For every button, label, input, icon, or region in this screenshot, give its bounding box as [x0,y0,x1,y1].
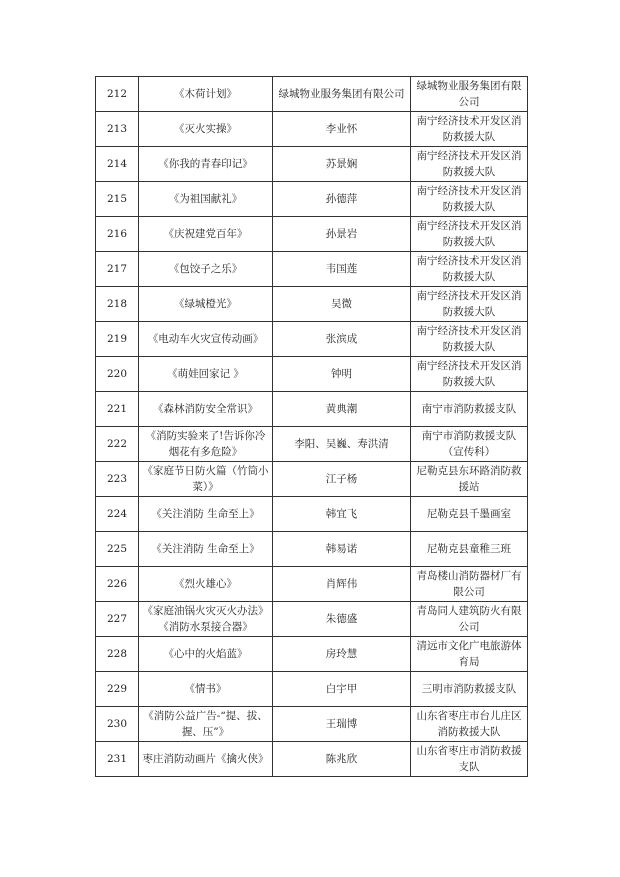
organization-cell: 南宁经济技术开发区消防救援大队 [411,147,528,182]
table-row [96,532,528,567]
work-title-cell: 《消防公益广告-“提、拔、握、压”》 [139,707,273,742]
table-row [96,77,528,112]
author-name-cell: 钟明 [273,357,411,392]
row-number-cell: 221 [96,392,139,427]
organization-cell: 南宁经济技术开发区消防救援大队 [411,357,528,392]
organization-cell: 三明市消防救援支队 [411,672,528,707]
organization-cell: 山东省枣庄市台儿庄区消防救援大队 [411,707,528,742]
work-title-cell: 《关注消防 生命至上》 [139,532,273,567]
work-title-cell: 《电动车火灾宣传动画》 [139,322,273,357]
author-name-cell: 黄典潮 [273,392,411,427]
row-number-cell: 223 [96,462,139,497]
row-number-cell: 214 [96,147,139,182]
work-title-cell: 《消防实验来了!告诉你冷烟花有多危险》 [139,427,273,462]
row-number-cell: 219 [96,322,139,357]
author-name-cell: 陈兆欣 [273,742,411,777]
table-row [96,497,528,532]
work-title-cell: 《心中的火焰蓝》 [139,637,273,672]
author-name-cell: 韦国莲 [273,252,411,287]
work-title-cell: 《家庭油锅火灾灭火办法》《消防水泵接合器》 [139,602,273,637]
author-name-cell: 韩易诺 [273,532,411,567]
row-number-cell: 218 [96,287,139,322]
table-row [96,287,528,322]
organization-cell: 南宁经济技术开发区消防救援大队 [411,112,528,147]
table-row [96,742,528,777]
author-name-cell: 江子杨 [273,462,411,497]
organization-cell: 清远市文化广电旅游体育局 [411,637,528,672]
row-number-cell: 213 [96,112,139,147]
organization-cell: 南宁经济技术开发区消防救援大队 [411,182,528,217]
row-number-cell: 225 [96,532,139,567]
work-title-cell: 《灭火实操》 [139,112,273,147]
row-number-cell: 231 [96,742,139,777]
author-name-cell: 韩宜飞 [273,497,411,532]
work-title-cell: 《庆祝建党百年》 [139,217,273,252]
work-title-cell: 《森林消防安全常识》 [139,392,273,427]
organization-cell: 尼勒克县东环路消防救援站 [411,462,528,497]
organization-cell: 尼勒克县千墨画室 [411,497,528,532]
table-row [96,602,528,637]
work-title-cell: 《情书》 [139,672,273,707]
table-body [96,77,528,777]
organization-cell: 南宁经济技术开发区消防救援大队 [411,252,528,287]
row-number-cell: 229 [96,672,139,707]
table-row [96,637,528,672]
table-row [96,672,528,707]
author-name-cell: 吴微 [273,287,411,322]
row-number-cell: 230 [96,707,139,742]
author-name-cell: 白宇甲 [273,672,411,707]
row-number-cell: 215 [96,182,139,217]
row-number-cell: 224 [96,497,139,532]
entries-table [95,76,528,777]
work-title-cell: 《家庭节日防火篇（竹筒小菜）》 [139,462,273,497]
organization-cell: 南宁经济技术开发区消防救援大队 [411,217,528,252]
row-number-cell: 220 [96,357,139,392]
author-name-cell: 李业怀 [273,112,411,147]
author-name-cell: 肖辉伟 [273,567,411,602]
organization-cell: 南宁市消防救援支队（宣传科） [411,427,528,462]
work-title-cell: 《绿城橙光》 [139,287,273,322]
organization-cell: 南宁经济技术开发区消防救援大队 [411,322,528,357]
row-number-cell: 216 [96,217,139,252]
organization-cell: 南宁市消防救援支队 [411,392,528,427]
table-row [96,567,528,602]
table-row [96,462,528,497]
table-row [96,707,528,742]
organization-cell: 青岛同人建筑防火有限公司 [411,602,528,637]
table-row [96,147,528,182]
author-name-cell: 张滨成 [273,322,411,357]
work-title-cell: 《包饺子之乐》 [139,252,273,287]
table-row [96,392,528,427]
row-number-cell: 227 [96,602,139,637]
work-title-cell: 《萌娃回家记 》 [139,357,273,392]
work-title-cell: 《烈火雄心》 [139,567,273,602]
row-number-cell: 212 [96,77,139,112]
table-row [96,112,528,147]
row-number-cell: 217 [96,252,139,287]
work-title-cell: 枣庄消防动画片《擒火侠》 [139,742,273,777]
author-name-cell: 李阳、吴巍、寿洪清 [273,427,411,462]
organization-cell: 南宁经济技术开发区消防救援大队 [411,287,528,322]
table-row [96,322,528,357]
work-title-cell: 《关注消防 生命至上》 [139,497,273,532]
table-row [96,357,528,392]
table-row [96,217,528,252]
organization-cell: 青岛楼山消防器材厂有限公司 [411,567,528,602]
organization-cell: 尼勒克县童稚三班 [411,532,528,567]
row-number-cell: 226 [96,567,139,602]
author-name-cell: 朱德盛 [273,602,411,637]
work-title-cell: 《你我的青春印记》 [139,147,273,182]
table-row [96,252,528,287]
row-number-cell: 228 [96,637,139,672]
work-title-cell: 《木荷计划》 [139,77,273,112]
work-title-cell: 《为祖国献礼》 [139,182,273,217]
table-row [96,427,528,462]
author-name-cell: 苏景娴 [273,147,411,182]
author-name-cell: 孙德萍 [273,182,411,217]
author-name-cell: 王瑞博 [273,707,411,742]
organization-cell: 绿城物业服务集团有限公司 [411,77,528,112]
author-name-cell: 房玲慧 [273,637,411,672]
table-row [96,182,528,217]
author-name-cell: 孙景岩 [273,217,411,252]
author-name-cell: 绿城物业服务集团有限公司 [273,77,411,112]
organization-cell: 山东省枣庄市消防救援支队 [411,742,528,777]
row-number-cell: 222 [96,427,139,462]
